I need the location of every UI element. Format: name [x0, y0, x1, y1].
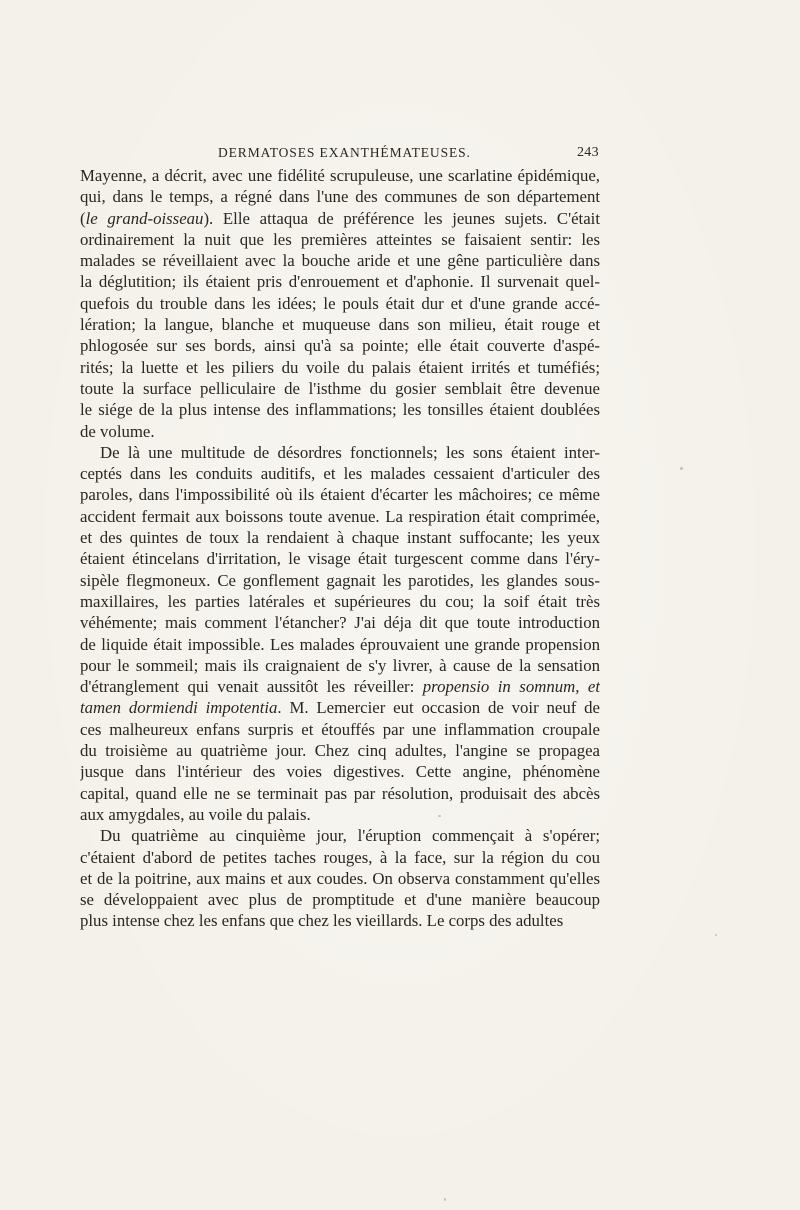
text-line: jusque dans l'intérieur des voies digestives. Cette angine, phénomène — [80, 762, 600, 782]
text-line: d'étranglement qui venait aussitôt les réveiller: propensio in somnum, et — [80, 677, 600, 697]
body-text — [80, 165, 600, 932]
text-line: phlogosée sur ses bords, ainsi qu'à sa pointe; elle était couverte d'aspé- — [80, 336, 600, 356]
italic-phrase: tamen dormiendi impotentia — [80, 698, 278, 718]
paragraph — [80, 165, 600, 442]
text-line: ordinairement la nuit que les premières atteintes se faisaient sentir: les — [80, 229, 600, 249]
text-line: capital, quand elle ne se terminait pas par résolution, produisait des abcès — [80, 783, 600, 803]
text-line: Du quatrième au cinquième jour, l'éruption commençait à s'opérer; — [100, 826, 600, 846]
text-line: tamen dormiendi impotentia. M. Lemercier eut occasion de voir neuf de — [80, 698, 600, 718]
text-line: qui, dans le temps, a régné dans l'une des communes de son département — [80, 187, 600, 207]
text-line: quefois du trouble dans les idées; le pouls était dur et d'une grande accé- — [80, 293, 600, 313]
text-line: maxillaires, les parties latérales et supérieures du cou; la soif était très — [80, 591, 600, 611]
text-line: (le grand-oisseau). Elle attaqua de préférence les jeunes sujets. C'était — [80, 208, 600, 228]
text-line: ceptés dans les conduits auditifs, et les malades cessaient d'articuler des — [80, 464, 600, 484]
text-line: lération; la langue, blanche et muqueuse dans son milieu, était rouge et — [80, 315, 600, 335]
text-line: le siége de la plus intense des inflammations; les tonsilles étaient doublées — [80, 400, 600, 420]
page-number: 243 — [577, 145, 599, 160]
paper-speck — [438, 815, 441, 817]
italic-phrase: le grand-oisseau — [85, 208, 204, 228]
text-line: et des quintes de toux la rendaient à chaque instant suffocante; les yeux — [80, 528, 600, 548]
paragraph — [80, 442, 600, 825]
running-head — [0, 145, 800, 163]
text-line: de volume. — [80, 421, 155, 441]
paper-speck — [715, 934, 717, 936]
text-line: accident fermait aux boissons toute avenue. La respiration était comprimée, — [80, 506, 600, 526]
paper-speck — [444, 1198, 446, 1201]
text-line: du troisième au quatrième jour. Chez cinq adultes, l'angine se propagea — [80, 741, 600, 761]
paragraph — [80, 825, 600, 931]
text-line: sipèle flegmoneux. Ce gonflement gagnait les parotides, les glandes sous- — [80, 570, 600, 590]
text-line: rités; la luette et les piliers du voile du palais étaient irrités et tuméfiés; — [80, 357, 600, 377]
text-line: paroles, dans l'impossibilité où ils étaient d'écarter les mâchoires; ce même — [80, 485, 600, 505]
text-line: aux amygdales, au voile du palais. — [80, 804, 311, 824]
text-line: la déglutition; ils étaient pris d'enrouement et d'aphonie. Il survenait quel- — [80, 272, 600, 292]
text-line: plus intense chez les enfans que chez les vieillards. Le corps des adultes — [80, 911, 564, 931]
text-line: De là une multitude de désordres fonctionnels; les sons étaient inter- — [100, 442, 600, 462]
text-line: c'étaient d'abord de petites taches rouges, à la face, sur la région du cou — [80, 847, 600, 867]
text-line: Mayenne, a décrit, avec une fidélité scrupuleuse, une scarlatine épidémique, — [80, 166, 600, 185]
text-line: toute la surface pelliculaire de l'isthme du gosier semblait être devenue — [80, 378, 600, 398]
italic-phrase: propensio in somnum, et — [422, 677, 600, 697]
text-line: de liquide était impossible. Les malades éprouvaient une grande propension — [80, 634, 600, 654]
paper-speck — [680, 467, 683, 470]
text-line: malades se réveillaient avec la bouche aride et une gêne particulière dans — [80, 251, 600, 271]
running-title: DERMATOSES EXANTHÉMATEUSES. — [218, 145, 471, 160]
text-line: ces malheureux enfans surpris et étouffés par une inflammation croupale — [80, 719, 600, 739]
text-line: étaient étincelans d'irritation, le visage était turgescent comme dans l'éry- — [80, 549, 600, 569]
text-line: se développaient avec plus de promptitude et d'une manière beaucoup — [80, 890, 600, 910]
text-line: pour le sommeil; mais ils craignaient de s'y livrer, à cause de la sensation — [80, 655, 600, 675]
text-line: et de la poitrine, aux mains et aux coudes. On observa constamment qu'elles — [80, 868, 600, 888]
text-line: véhémente; mais comment l'étancher? J'ai déja dit que toute introduction — [80, 613, 600, 633]
